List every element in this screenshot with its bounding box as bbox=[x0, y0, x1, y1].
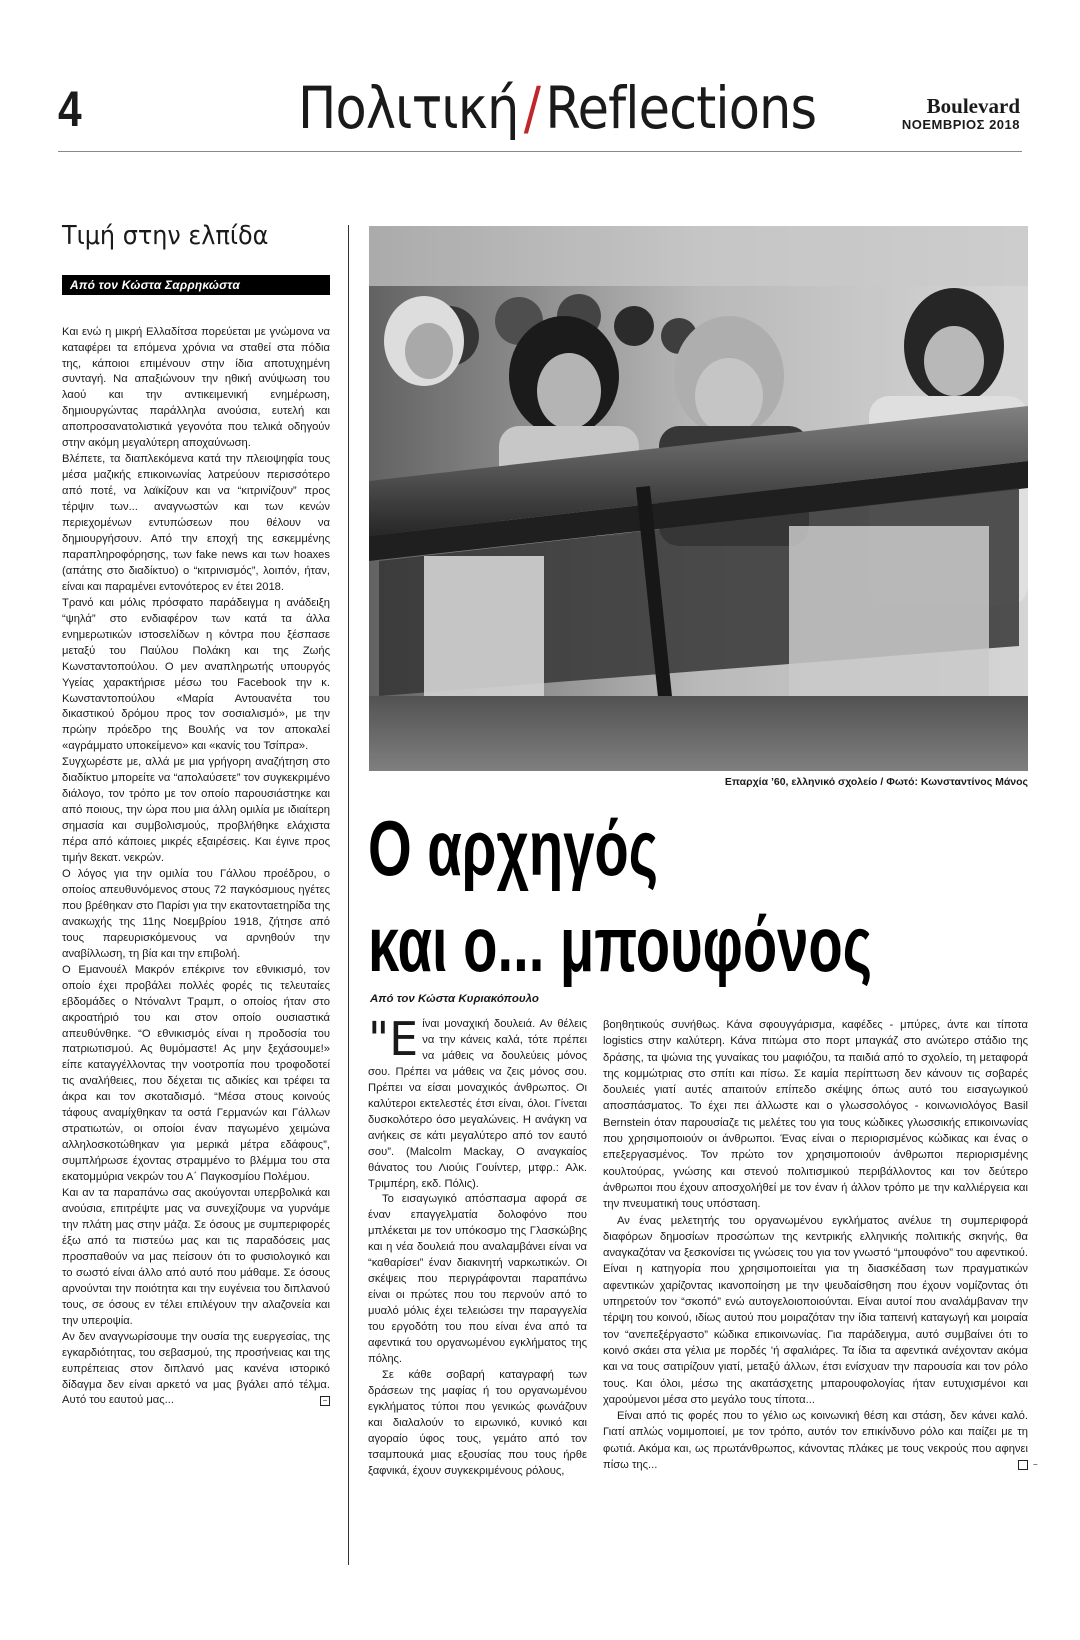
masthead-issue-date: ΝΟΕΜΒΡΙΟΣ 2018 bbox=[901, 117, 1020, 132]
opinion-body bbox=[62, 325, 330, 1410]
opinion-paragraph: Ο Εμανουέλ Μακρόν επέκρινε τον εθνικισμό, τον οποίο έχει προβάλει πολλές φορές τις τελευταίες εβδομάδες ο Ντόναλντ Τραμπ, ο οποίος ήταν στο ακροατήριό του και στον οποίο ουσιαστικά απευθύνθηκε. “Ο εθνικισμός είναι η προδοσία του πατριωτισμού. Ας θυμόμαστε! Ας μην ξεχάσουμε!» είπε καταγγέλλοντας την νοοτροπία που τροφοδοτεί τις αναλήθειες, που δέχεται τις αδικίες και τρέφει τα άκρα και τον σκοταδισμό. “Μέσα στους κοινούς τάφους αναμίχθηκαν τα οστά Γερμανών και Γάλλων στρατιωτών, οι οποίοι έναν παγωμένο χειμώνα αλληλοσκοτώθηκαν για μερικά μέτρα εδάφους”, συμπλήρωσε έχοντας στραμμένο το βλέμμα του στα εκατομμύρια νεκρών του Α΄ Παγκοσμίου Πολέμου. bbox=[62, 963, 330, 1184]
article-paragraph: βοηθητικούς συνήθως. Κάνα σφουγγάρισμα, καφέδες - μπύρες, άντε και τίποτα logistics στην καλύτερη. Κάνα πιτώμα στο πορτ μπαγκάζ στο ανώτερο στάδιο της δράσης, τα ψώνια της γυναίκας του μαφιόζου, τα παιδιά από το σχολείο, τη μεταφορά της κομμώτριας στο σπίτι και πίσω. Σε καμία περίπτωση δεν κάνουν τις σοβαρές δουλειές γιατί αυτές απαιτούν επίπεδο σκέψης όπως αυτό του εισαγωγικού αποσπάσματος. Το έχει πει άλλωστε και ο γλωσσολόγος - κοινωνιολόγος Basil Bernstein όταν παρουσίαζε τις μελέτες του για τους κώδικες γλωσσικής επικοινωνίας που χρησιμοποιούν οι άνθρωποι. Ένας είναι ο περιορισμένος κώδικας και ένας ο επεξεργασμένος. Τον πρώτο τον χρησιμοποιούν άνθρωποι περιορισμένης κουλτούρας, γνώσης και στενού πολιτισμικού περιβάλλοντος και τον δεύτερο άνθρωποι που έχουν αποσχολήθεί με τον έναν ή άλλον τρόπο με την καλλιέργεια και την πνευματική τους υπόσταση. bbox=[603, 1019, 1028, 1211]
opinion-paragraph-last bbox=[62, 1330, 330, 1410]
masthead bbox=[902, 96, 1020, 133]
section-title-slash: / bbox=[523, 74, 541, 142]
article-paragraph-text: ίναι μοναχική δουλειά. Αν θέλεις να την κάνεις καλά, τότε πρέπει να μάθεις να δουλεύεις μόνος σου. Πρέπει να μάθεις να ζεις μόνος σου. Πρέπει να είσαι μοναχικός άνθρωπος. Οι καλύτεροι εκτελεστές έτσι είναι, όλοι. Γίνεται δυσκολότερο όσο μεγαλώνεις. Η ανάγκη να ανήκεις σε κάτι μεγαλύτερο από τον εαυτό σου”. (Malcolm Mackay, Ο αναγκαίος θάνατος του Λιούις Γουίντερ, μτφρ.: Αλκ. Τριμπέρη, εκδ. Πόλις). bbox=[368, 1018, 587, 1190]
headline-line-1: Ο αρχηγός bbox=[368, 804, 658, 892]
article-paragraph bbox=[368, 1012, 587, 1192]
article-paragraph-last bbox=[603, 1408, 1038, 1473]
drop-cap: "Ε bbox=[368, 1012, 419, 1066]
article-body-1 bbox=[368, 1012, 587, 1480]
classroom-photo-illustration bbox=[369, 226, 1028, 771]
opinion-paragraph: Τρανό και μόλις πρόσφατο παράδειγμα η ανάδειξη “ψηλά” στο ενδιαφέρον των κατά τα άλλα ενημερωτικών ιστοσελίδων η κόντρα που ξέσπασε μεταξύ του Παύλου Πολάκη και της Ζωής Κωνσταντοπούλου. Ο μεν αναπληρωτής υπουργός Υγείας χαρακτήρισε μέσω του Facebook την κ. Κωνσταντοπούλου «Μαρία Αντουανέτα του δικαστικού δρόμου προς τον σοσιαλισμό», με την πρώην πρόεδρο της Βουλής να τον αποκαλεί «αγράμματο υποκείμενο» και «κανίς του Τσίπρα». bbox=[62, 596, 330, 753]
section-title-greek: Πολιτική bbox=[298, 74, 519, 142]
article-column-2 bbox=[603, 1017, 1038, 1473]
opinion-paragraph: Βλέπετε, τα διαπλεκόμενα κατά την πλειοψηφία τους μέσα μαζικής επικοινωνίας λατρεύουν περισσότερο από ποτέ, να λαϊκίζουν και να “κιτρινίζουν” προς τέρψιν των... αναγνωστών και των κενών περιεχομένων εντυπώσεων που θέλουν να δημιουργήσουν. Από την εποχή της εσκεμμένης παραπληροφόρησης, των fake news και των hoaxes (απάτης στο διαδίκτυο) ο “κιτρινισμός”, λοιπόν, ήταν, είναι και παραμένει εντονότερος εν έτει 2018. bbox=[62, 453, 330, 593]
article-column-1 bbox=[368, 1012, 587, 1480]
article-paragraph: Το εισαγωγικό απόσπασμα αφορά σε έναν επαγγελματία δολοφόνο που μπλέκεται με τον υπόκοσμο της Γλασκώβης και η νέα δουλειά που αναλαμβάνει είναι να “καθαρίσει” έναν διακινητή ναρκωτικών. Οι σκέψεις που περιγράφονται παραπάνω είναι οι πρώτες που του περνούν από το μυαλό μόλις έχει τελειώσει την παραγγελία του εργοδότη του που είναι ένα από τα αφεντικά του οργανωμένου εγκλήματος της πόλης. bbox=[368, 1193, 587, 1366]
article-byline: Από τον Κώστα Κυριακόπουλο bbox=[370, 993, 539, 1005]
opinion-paragraph: Ο λόγος για την ομιλία του Γάλλου προέδρου, ο οποίος απευθυνόμενος στους 72 παγκόσμιους ηγέτες που βρέθηκαν στο Παρίσι για την εκατονταετηρίδα της ανακωχής της 11ης Νοεμβρίου 1918, ζήτησε από τους παρευρισκόμενους να αρνηθούν την αναβίλλωση, τη βία και την επιβολή. bbox=[62, 868, 330, 960]
section-title bbox=[298, 74, 816, 142]
article-paragraph-text: Είναι από τις φορές που το γέλιο ως κοινωνική θέση και στάση, δεν κάνει καλό. Γιατί απλώς νομιμοποιεί, με τον τρόπο, αυτόν τον επικίνδυνο ρόλο και παίζει με τη φωτιά. Ακόμα και, ως πρωτάνθρωπος, κάνοντας πλάκες με τους νεκρούς που αφηνει πίσω της... bbox=[603, 1410, 1028, 1472]
headline-line-2: και ο... μπουφόνος bbox=[368, 900, 872, 988]
article-paragraph: Αν ένας μελετητής του οργανωμένου εγκλήματος ανέλυε τη συμπεριφορά διαφόρων δημοσίων προσώπων της κεντρικής ελληνικής πολιτικής σκηνής, θα αναγκαζόταν να ξεσκονίσει τις γνώσεις του για τον γνωστό “μπουφόνο” του αφεντικού. Είναι η κατηγορία που χρησιμοποιείται για τη διασκέδαση των πραγματικών αφεντικών χαρίζοντας ικανοποίηση με την ψευδαίσθηση που έχουν νομίζοντας ότι υπηρετούν τον “σκοπό” ενώ αυτογελοιοποιούνται. Είναι αυτοί που αναλάμβαναν την τέρψη του κοινού, ιδίως αυτού που μοιραζόταν την ίδια ταπεινή καταγωγή και μοιραία τον “ανεπεξέργαστο” κώδικα επικοινωνίας. Για παράδειγμα, αυτό συμβαίνει ότι το κοινό σκάει στα γέλια με πορδές ’ή σφαλιάρες. Τα ίδια τα αφεντικά ανέχονταν ακόμα και να τους σατιρίζουν γιατί, μεταξύ άλλων, έτσι ενίσχυαν την παρουσία και τον ρόλο τους. Και όλοι, μέσω της ακατάσχετης μπαρουφολογίας ήταν ευτυχισμένοι και χαρούμενοι μέσα στο μεγάλο τους τίποτα... bbox=[603, 1214, 1028, 1406]
article-body-2 bbox=[603, 1017, 1038, 1473]
page-number: 4 bbox=[58, 81, 82, 137]
opinion-paragraph-text: Αν δεν αναγνωρίσουμε την ουσία της ευεργεσίας, της εγκαρδιότητας, του σεβασμού, της προσήνειας και της ευπρέπειας στον διπλανό μας κανένα ιστορικό δίδαγμα δεν είναι αρκετό να μας βγάλει από τέλμα. Αυτό του εαυτού μας... bbox=[62, 1330, 330, 1407]
opinion-paragraph: Και ενώ η μικρή Ελλαδίτσα πορεύεται με γνώμονα να καταφέρει τα επόμενα χρόνια να σταθεί στα πόδια της, κάποιοι επιμένουν στην ίδια αποτυχημένη συνταγή. Να απαξιώνουν την ηθική ανύψωση του λαού και την αντικειμενική ενημέρωση, δημιουργώντας παράλληλα ανούσια, ευτελή και αποπροσανατολιστικά γεγονότα που τελικά οδηγούν στην ακόμη μεγαλύτερη αποχαύνωση. bbox=[62, 325, 330, 450]
article-headline bbox=[368, 800, 872, 992]
opinion-paragraph: Συγχωρέστε με, αλλά με μια γρήγορη αναζήτηση στο διαδίκτυο μπορείτε να “απολαύσετε” τον συγκεκριμένο διάλογο, τον τρόπο με τον οποίο παρουσιάστηκε και από ποιους, την ώρα που μια άλλη ομιλία με ιδιαίτερη σημασία και συμβολισμούς, προβλήθηκε ελάχιστα πέρα από κάποιες μικρές εξαιρέσεις. Και έγινε προς τιμήν 8εκατ. νεκρών. bbox=[62, 756, 330, 865]
opinion-paragraph: Και αν τα παραπάνω σας ακούγονται υπερβολικά και ανούσια, επιτρέψτε μας να συνεχίζουμε να γυρνάμε την πλάτη μας στην μάζα. Σε όσους με συμπεριφορές έξω από τα πιστεύω μας και τις παραδόσεις μας προσπαθούν να μας πείσουν ότι το φυσιολογικό και το σωστό είναι άλλο από αυτό που μάθαμε. Σε όσους αρνούνται την ποιότητα και την ευγένεια του διπλανού τους, σε όσους εν τέλει επιλέγουν την αλαζονεία και την υπεροψία. bbox=[62, 1187, 330, 1327]
section-title-english: Reflections bbox=[545, 74, 817, 142]
opinion-heading: Τιμή στην ελπίδα bbox=[62, 221, 269, 251]
end-of-article-icon: − bbox=[1018, 1460, 1028, 1470]
photo-caption: Επαρχία ’60, ελληνικό σχολείο / Φωτό: Κωνσταντίνος Μάνος bbox=[724, 776, 1028, 788]
opinion-byline: Από τον Κώστα Σαρρηκώστα bbox=[62, 275, 330, 295]
header-rule bbox=[58, 151, 1022, 152]
article-photo bbox=[369, 226, 1028, 771]
article-paragraph: Σε κάθε σοβαρή καταγραφή των δράσεων της μαφίας ή του οργανωμένου εγκλήματος τύποι που γενικώς φωνάζουν και διαλαλούν το ειρωνικό, κυνικό και αγοραίο ύφος τους, γεμάτο από τον τσαμπουκά μιας εξουσίας που τους ήρθε ξαφνικά, έχουν συγκεκριμένους ρόλους, bbox=[368, 1368, 587, 1477]
opinion-column bbox=[62, 222, 330, 1409]
column-divider bbox=[348, 225, 349, 1565]
masthead-brand: Boulevard bbox=[926, 94, 1020, 118]
end-of-article-icon: − bbox=[320, 1396, 330, 1406]
